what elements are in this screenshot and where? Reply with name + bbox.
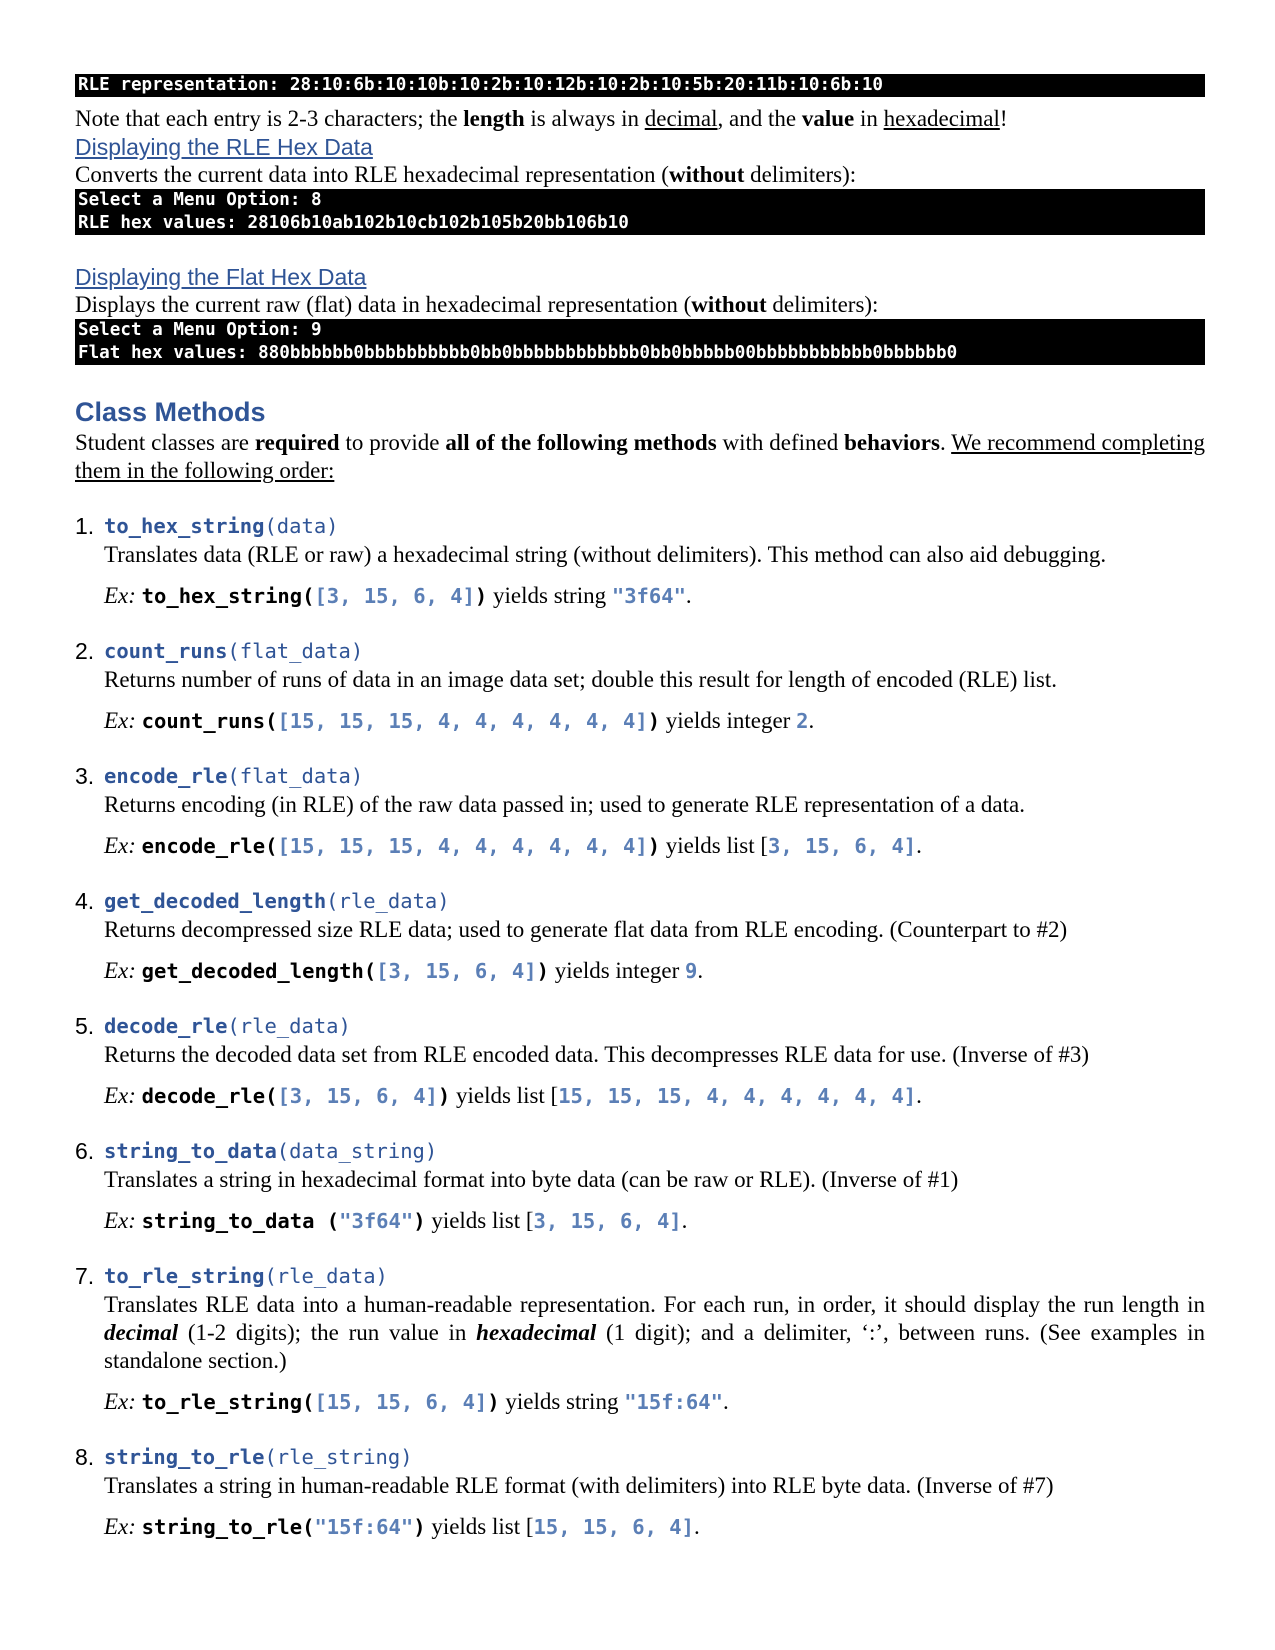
example-close: ) <box>487 1390 500 1414</box>
desc-text: delimiters): <box>766 292 879 317</box>
intro-text: . <box>939 430 952 455</box>
example-label: Ex: <box>104 1389 136 1414</box>
example-result: "3f64" <box>611 584 686 608</box>
intro-text: to provide <box>339 430 446 455</box>
method-args: (data) <box>264 514 339 538</box>
rle-hex-description <box>75 161 1205 189</box>
example-label: Ex: <box>104 958 136 983</box>
desc-bold-italic-hexadecimal: hexadecimal <box>476 1320 597 1345</box>
flat-hex-terminal-prompt: Select a Menu Option: 9 <box>75 319 1205 342</box>
example-end: . <box>916 1083 922 1108</box>
example-yields: yields string <box>499 1389 625 1414</box>
flat-hex-terminal-output: Flat hex values: 880bbbbbb0bbbbbbbbbb0bb0bbbbbbbbbbbb0bb0bbbbb00bbbbbbbbbbb0bbbbbb0 <box>75 342 1205 365</box>
list-number: 6. <box>75 1138 95 1164</box>
example-end: . <box>697 958 704 983</box>
example-close: ) <box>413 1515 426 1539</box>
desc-text: (1 digit); and a delimiter, ‘:’, between runs. (See examples in standalone section.) <box>104 1320 1205 1373</box>
desc-text: Displays the current raw (flat) data in hexadecimal representation ( <box>75 292 692 317</box>
list-number: 8. <box>75 1444 95 1470</box>
note-paragraph <box>75 105 1205 133</box>
note-underline-decimal: decimal <box>644 106 718 131</box>
method-example <box>104 582 1205 610</box>
example-result: "15f:64" <box>624 1390 723 1414</box>
intro-bold-methods: all of the following methods <box>445 430 717 455</box>
method-description: Returns decompressed size RLE data; used to generate flat data from RLE encoding. (Counterpart to #2) <box>104 917 1068 942</box>
rle-hex-terminal-prompt: Select a Menu Option: 8 <box>75 189 1205 212</box>
intro-bold-behaviors: behaviors <box>844 430 940 455</box>
method-args: (rle_data) <box>264 1264 388 1288</box>
list-number: 2. <box>75 638 95 664</box>
method-signature <box>104 886 1205 916</box>
method-description: Translates a string in human-readable RLE format (with delimiters) into RLE byte data. (Inverse of #7) <box>104 1473 1054 1498</box>
document-page <box>75 74 1205 1541</box>
desc-bold: without <box>691 292 767 317</box>
method-args: (rle_string) <box>264 1445 413 1469</box>
method-example <box>104 1082 1205 1110</box>
example-arg: [3, 15, 6, 4] <box>277 1084 438 1108</box>
method-example <box>104 1388 1205 1416</box>
example-arg: "3f64" <box>339 1209 414 1233</box>
method-signature <box>104 1136 1205 1166</box>
example-end: . <box>685 583 692 608</box>
method-args: (rle_data) <box>326 889 450 913</box>
example-end: . <box>722 1389 729 1414</box>
method-name: to_rle_string <box>104 1264 265 1288</box>
example-label: Ex: <box>104 1514 136 1539</box>
rle-hex-section <box>75 133 1205 235</box>
class-methods-section <box>75 395 1205 1541</box>
method-item-to-rle-string <box>75 1261 1205 1416</box>
example-end: . <box>808 708 815 733</box>
example-result: 9 <box>685 959 698 983</box>
method-item-get-decoded-length <box>75 886 1205 985</box>
note-text: in <box>854 106 884 131</box>
list-number: 5. <box>75 1013 95 1039</box>
example-call: string_to_data ( <box>141 1209 340 1233</box>
example-result: 15, 15, 15, 4, 4, 4, 4, 4, 4] <box>558 1084 917 1108</box>
example-label: Ex: <box>104 1208 136 1233</box>
rle-hex-terminal-output: RLE hex values: 28106b10ab102b10cb102b105b20bb106b10 <box>75 212 1205 235</box>
note-text: is always in <box>524 106 645 131</box>
example-yields: yields integer <box>548 958 686 983</box>
example-close: ) <box>474 584 488 608</box>
method-example <box>104 832 1205 860</box>
method-item-encode-rle <box>75 761 1205 860</box>
method-name: get_decoded_length <box>104 889 327 913</box>
method-description: Returns number of runs of data in an image data set; double this result for length of encoded (RLE) list. <box>104 667 1057 692</box>
method-item-string-to-rle <box>75 1442 1205 1541</box>
intro-text: Student classes are <box>75 430 255 455</box>
example-call: to_hex_string( <box>141 584 315 608</box>
example-arg: [15, 15, 6, 4] <box>314 1390 488 1414</box>
list-number: 4. <box>75 888 95 914</box>
example-yields: yields integer <box>660 708 797 733</box>
note-bold-value: value <box>801 106 855 131</box>
example-arg: [15, 15, 15, 4, 4, 4, 4, 4, 4] <box>277 834 648 858</box>
example-arg: [3, 15, 6, 4] <box>376 959 537 983</box>
example-label: Ex: <box>104 1083 136 1108</box>
intro-bold-required: required <box>254 430 340 455</box>
example-call: decode_rle( <box>141 1084 278 1108</box>
method-example <box>104 957 1205 985</box>
example-close: ) <box>413 1209 426 1233</box>
method-args: (rle_data) <box>227 1014 351 1038</box>
example-result: 3, 15, 6, 4] <box>768 834 917 858</box>
method-example <box>104 1513 1205 1541</box>
example-close: ) <box>647 709 661 733</box>
desc-text: (1-2 digits); the run value in <box>178 1320 477 1345</box>
example-yields: yields list [ <box>425 1514 534 1539</box>
example-call: encode_rle( <box>141 834 278 858</box>
method-name: count_runs <box>104 639 228 663</box>
example-yields: yields string <box>487 583 612 608</box>
method-signature <box>104 511 1205 541</box>
list-number: 7. <box>75 1263 95 1289</box>
method-args: (flat_data) <box>227 764 364 788</box>
example-close: ) <box>536 959 549 983</box>
example-call: to_rle_string( <box>141 1390 315 1414</box>
method-example <box>104 707 1205 735</box>
method-args: (flat_data) <box>227 639 364 663</box>
example-result: 2 <box>796 709 809 733</box>
flat-hex-description <box>75 291 1205 319</box>
example-label: Ex: <box>104 583 136 608</box>
method-signature <box>104 761 1205 791</box>
rle-representation-terminal: RLE representation: 28:10:6b:10:10b:10:2b:10:12b:10:2b:10:5b:20:11b:10:6b:10 <box>75 74 1205 97</box>
note-text: , and the <box>717 106 802 131</box>
flat-hex-heading-link[interactable]: Displaying the Flat Hex Data <box>75 264 367 290</box>
method-name: encode_rle <box>104 764 228 788</box>
intro-text: with defined <box>716 430 845 455</box>
example-call: count_runs( <box>141 709 278 733</box>
method-description: Translates a string in hexadecimal format into byte data (can be raw or RLE). (Inverse of #1) <box>104 1167 959 1192</box>
desc-text: Converts the current data into RLE hexadecimal representation ( <box>75 162 669 187</box>
method-description: Translates data (RLE or raw) a hexadecimal string (without delimiters). This method can also aid debugging. <box>104 542 1107 567</box>
example-yields: yields list [ <box>450 1083 559 1108</box>
example-call: string_to_rle( <box>141 1515 315 1539</box>
list-number: 1. <box>75 513 95 539</box>
desc-bold: without <box>668 162 745 187</box>
method-item-string-to-data <box>75 1136 1205 1235</box>
method-item-decode-rle <box>75 1011 1205 1110</box>
rle-hex-heading-link[interactable]: Displaying the RLE Hex Data <box>75 134 373 160</box>
example-end: . <box>681 1208 688 1233</box>
example-arg: [3, 15, 6, 4] <box>314 584 475 608</box>
example-close: ) <box>647 834 661 858</box>
method-signature <box>104 1011 1205 1041</box>
note-text: Note that each entry is 2-3 characters; the <box>75 106 464 131</box>
method-name: decode_rle <box>104 1014 228 1038</box>
example-end: . <box>694 1514 700 1539</box>
desc-text: Translates RLE data into a human-readable representation. For each run, in order, it should display the run length in <box>104 1292 1205 1317</box>
method-description: Returns the decoded data set from RLE encoded data. This decompresses RLE data for use. (Inverse of #3) <box>104 1042 1090 1067</box>
example-call: get_decoded_length( <box>141 959 377 983</box>
method-signature <box>104 1442 1205 1472</box>
example-arg: [15, 15, 15, 4, 4, 4, 4, 4, 4] <box>277 709 648 733</box>
list-number: 3. <box>75 763 95 789</box>
example-result: 3, 15, 6, 4] <box>533 1209 682 1233</box>
method-name: string_to_data <box>104 1139 277 1163</box>
note-text: ! <box>999 106 1008 131</box>
method-name: string_to_rle <box>104 1445 265 1469</box>
example-end: . <box>916 833 922 858</box>
example-label: Ex: <box>104 833 136 858</box>
example-arg: "15f:64" <box>314 1515 414 1539</box>
method-signature <box>104 636 1205 666</box>
method-name: to_hex_string <box>104 514 265 538</box>
example-result: 15, 15, 6, 4] <box>533 1515 694 1539</box>
example-yields: yields list [ <box>660 833 769 858</box>
flat-hex-section <box>75 263 1205 365</box>
method-example <box>104 1207 1205 1235</box>
method-item-count-runs <box>75 636 1205 735</box>
desc-text: delimiters): <box>744 162 857 187</box>
desc-bold-italic-decimal: decimal <box>104 1320 179 1345</box>
method-list <box>75 511 1205 1541</box>
note-underline-hexadecimal: hexadecimal <box>883 106 1000 131</box>
method-description <box>104 1291 1205 1375</box>
example-close: ) <box>437 1084 451 1108</box>
method-signature <box>104 1261 1205 1291</box>
class-methods-heading: Class Methods <box>75 397 266 427</box>
method-item-to-hex-string <box>75 511 1205 610</box>
class-methods-intro <box>75 429 1205 485</box>
example-label: Ex: <box>104 708 136 733</box>
method-args: (data_string) <box>276 1139 438 1163</box>
example-yields: yields list [ <box>425 1208 534 1233</box>
method-description: Returns encoding (in RLE) of the raw data passed in; used to generate RLE representation of a data. <box>104 792 1025 817</box>
intro-underline-recommend: We recommend completing them in the following order: <box>75 430 1205 483</box>
note-bold-length: length <box>463 106 525 131</box>
